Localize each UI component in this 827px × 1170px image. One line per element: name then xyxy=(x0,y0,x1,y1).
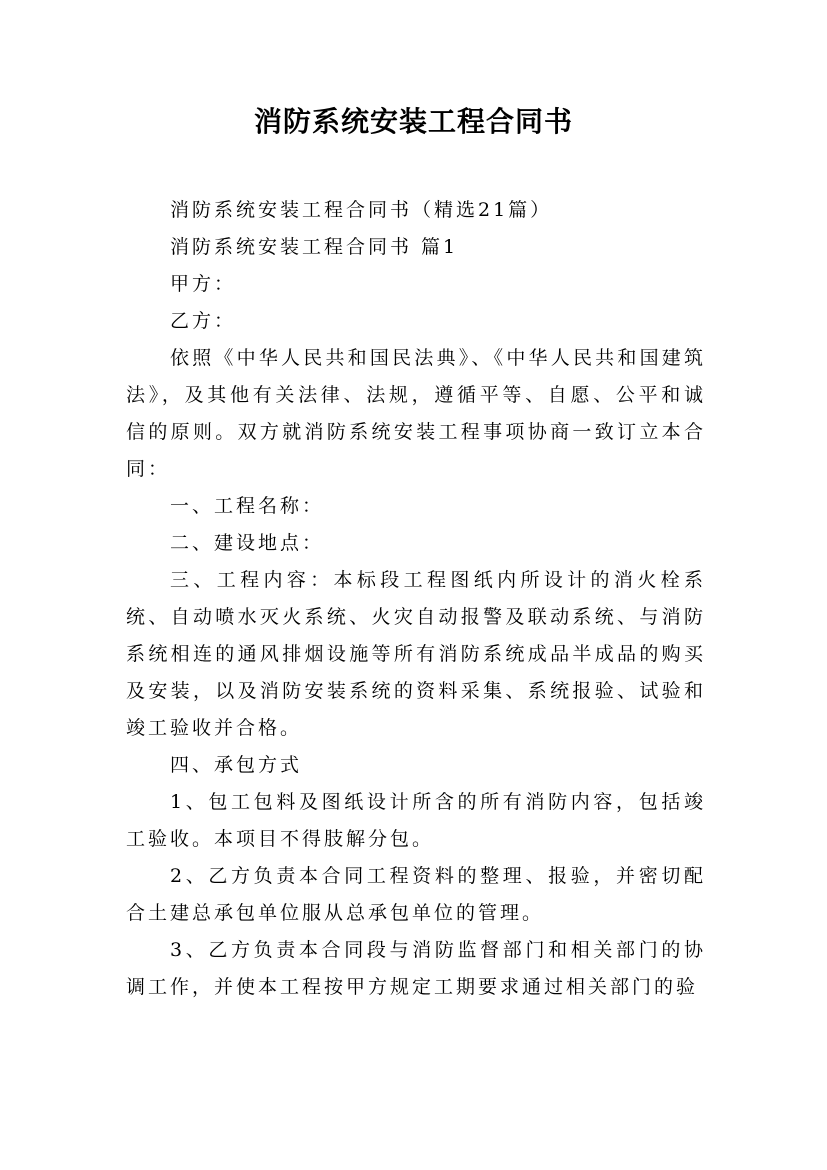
paragraph-legal-basis: 依照《中华人民共和国民法典》、《中华人民共和国建筑法》，及其他有关法律、法规，遵循平等、自愿、公平和诚信的原则。双方就消防系统安装工程事项协商一致订立本合同： xyxy=(126,347,706,480)
paragraph-clause-2: 2、乙方负责本合同工程资料的整理、报验，并密切配合土建总承包单位服从总承包单位的管理。 xyxy=(126,865,706,924)
paragraph-construction-site: 二、建设地点： xyxy=(170,532,325,554)
paragraph-project-content: 三、工程内容：本标段工程图纸内所设计的消火栓系统、自动喷水灭火系统、火灾自动报警及联动系统、与消防系统相连的通风排烟设施等所有消防系统成品半成品的购买及安装，以及消防安装系统的资料采集、系统报验、试验和竣工验收并合格。 xyxy=(126,569,706,739)
paragraph-clause-1: 1、包工包料及图纸设计所含的所有消防内容，包括竣工验收。本项目不得肢解分包。 xyxy=(126,791,706,850)
paragraph-clause-3: 3、乙方负责本合同段与消防监督部门和相关部门的协调工作，并使本工程按甲方规定工期要求通过相关部门的验 xyxy=(126,939,706,998)
paragraph-contract-method: 四、承包方式 xyxy=(170,754,303,776)
paragraph-party-a: 甲方： xyxy=(170,273,237,295)
document-title: 消防系统安装工程合同书 xyxy=(253,105,573,138)
document-body xyxy=(126,192,706,1006)
paragraph-article-heading: 消防系统安装工程合同书 篇1 xyxy=(170,236,459,258)
paragraph-project-name: 一、工程名称： xyxy=(170,495,325,517)
paragraph-collection-title: 消防系统安装工程合同书（精选21篇） xyxy=(170,199,553,221)
paragraph-party-b: 乙方： xyxy=(170,310,237,332)
